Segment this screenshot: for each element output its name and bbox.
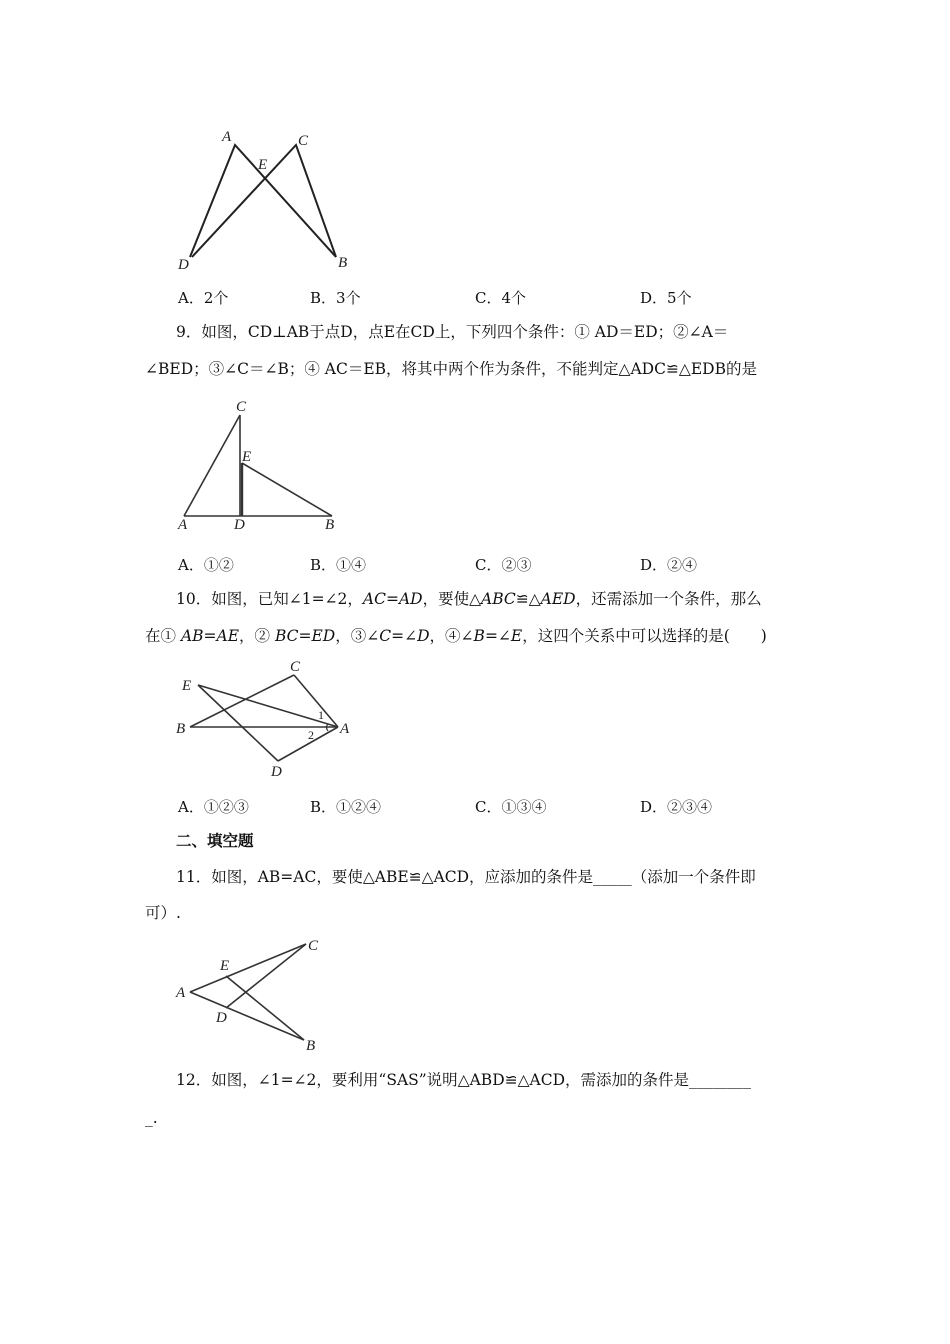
q10-l2-p13: ，这四个关系中可以选择的是( ) bbox=[522, 627, 767, 645]
q10-l1-p7: ，还需添加一个条件，那么 bbox=[575, 590, 762, 608]
q10-label-1: 1 bbox=[318, 708, 324, 722]
q8-figure bbox=[170, 125, 370, 275]
q11-text-line2: 可）. bbox=[145, 904, 181, 922]
q12-text-line2: _. bbox=[145, 1109, 158, 1127]
q11-figure bbox=[170, 932, 340, 1057]
q10-l1-p2: AC=AD bbox=[362, 590, 423, 608]
q11-label-C: C bbox=[308, 938, 319, 954]
q10-option-b[interactable]: B．①②④ bbox=[310, 798, 382, 816]
q10-option-c[interactable]: C．①③④ bbox=[475, 798, 547, 816]
q9-figure bbox=[170, 395, 350, 535]
q9-option-d[interactable]: D．②④ bbox=[640, 556, 698, 574]
q9-options bbox=[178, 554, 798, 578]
q10-l2-p6: C bbox=[379, 627, 392, 645]
q10-l1-p5: ≌△ bbox=[515, 590, 541, 608]
q8-option-a[interactable]: A．2个 bbox=[178, 289, 229, 307]
q11-label-B: B bbox=[306, 1038, 316, 1054]
q10-figure bbox=[170, 655, 370, 785]
q10-l2-p12: E bbox=[510, 627, 523, 645]
q9-text-line1: 9．如图，CD⊥AB于点D，点E在CD上，下列四个条件：① AD＝ED；②∠A＝ bbox=[176, 323, 729, 341]
q11-label-E: E bbox=[220, 958, 230, 974]
q10-l2-p5: ，③∠ bbox=[335, 627, 380, 645]
q10-l2-p7: =∠ bbox=[391, 627, 418, 645]
q10-option-d[interactable]: D．②③④ bbox=[640, 798, 713, 816]
q8-label-D: D bbox=[178, 257, 189, 273]
q11-text-line1: 11．如图，AB=AC，要使△ABE≌△ACD，应添加的条件是_____（添加一个条件即 bbox=[176, 868, 756, 886]
q11-label-A: A bbox=[176, 985, 186, 1001]
q10-l1-p1: 10．如图，已知∠1=∠2， bbox=[176, 590, 363, 608]
q9-option-a[interactable]: A．①② bbox=[178, 556, 234, 574]
q9-option-b[interactable]: B．①④ bbox=[310, 556, 367, 574]
q8-label-A: A bbox=[222, 129, 232, 145]
q10-l2-p4: BC=ED bbox=[274, 627, 336, 645]
q10-option-a[interactable]: A．①②③ bbox=[178, 798, 249, 816]
q10-l2-p11: =∠ bbox=[484, 627, 511, 645]
q10-label-A: A bbox=[340, 721, 350, 737]
q10-l2-p9: ，④∠ bbox=[429, 627, 474, 645]
q10-text-line1 bbox=[176, 588, 762, 610]
q10-l1-p3: ，要使△ bbox=[422, 590, 482, 608]
q10-l2-p10: B bbox=[473, 627, 485, 645]
q9-label-D: D bbox=[234, 517, 245, 533]
q10-options bbox=[178, 796, 798, 820]
q8-label-B: B bbox=[338, 255, 348, 271]
q11-label-D: D bbox=[216, 1010, 227, 1026]
q8-option-c[interactable]: C．4个 bbox=[475, 289, 527, 307]
q10-l1-p6: AED bbox=[540, 590, 576, 608]
q9-label-B: B bbox=[325, 517, 335, 533]
q10-label-C: C bbox=[290, 659, 301, 675]
q9-label-E: E bbox=[242, 449, 252, 465]
q9-label-C: C bbox=[236, 399, 247, 415]
q10-l1-p4: ABC bbox=[481, 590, 516, 608]
q10-l2-p1: 在① bbox=[145, 627, 181, 645]
q8-options bbox=[178, 287, 798, 311]
q9-text-line2: ∠BED；③∠C＝∠B；④ AC＝EB，将其中两个作为条件，不能判定△ADC≌△EDB的是 bbox=[145, 360, 757, 378]
q8-label-E: E bbox=[258, 157, 268, 173]
q10-l2-p8: D bbox=[417, 627, 430, 645]
q9-label-A: A bbox=[178, 517, 188, 533]
q10-l2-p3: ，② bbox=[239, 627, 275, 645]
q8-option-d[interactable]: D．5个 bbox=[640, 289, 692, 307]
q12-text-line1: 12．如图，∠1=∠2，要利用“SAS”说明△ABD≌△ACD，需添加的条件是________ bbox=[176, 1071, 752, 1089]
q10-label-D: D bbox=[271, 764, 282, 780]
q10-text-line2 bbox=[145, 625, 767, 647]
q9-option-c[interactable]: C．②③ bbox=[475, 556, 532, 574]
q10-label-E: E bbox=[182, 678, 192, 694]
q10-l2-p2: AB=AE bbox=[180, 627, 240, 645]
section-fill-in-heading: 二、填空题 bbox=[176, 831, 254, 850]
q8-option-b[interactable]: B．3个 bbox=[310, 289, 361, 307]
q10-label-B: B bbox=[176, 721, 186, 737]
q8-label-C: C bbox=[298, 133, 309, 149]
q10-label-2: 2 bbox=[308, 728, 314, 742]
